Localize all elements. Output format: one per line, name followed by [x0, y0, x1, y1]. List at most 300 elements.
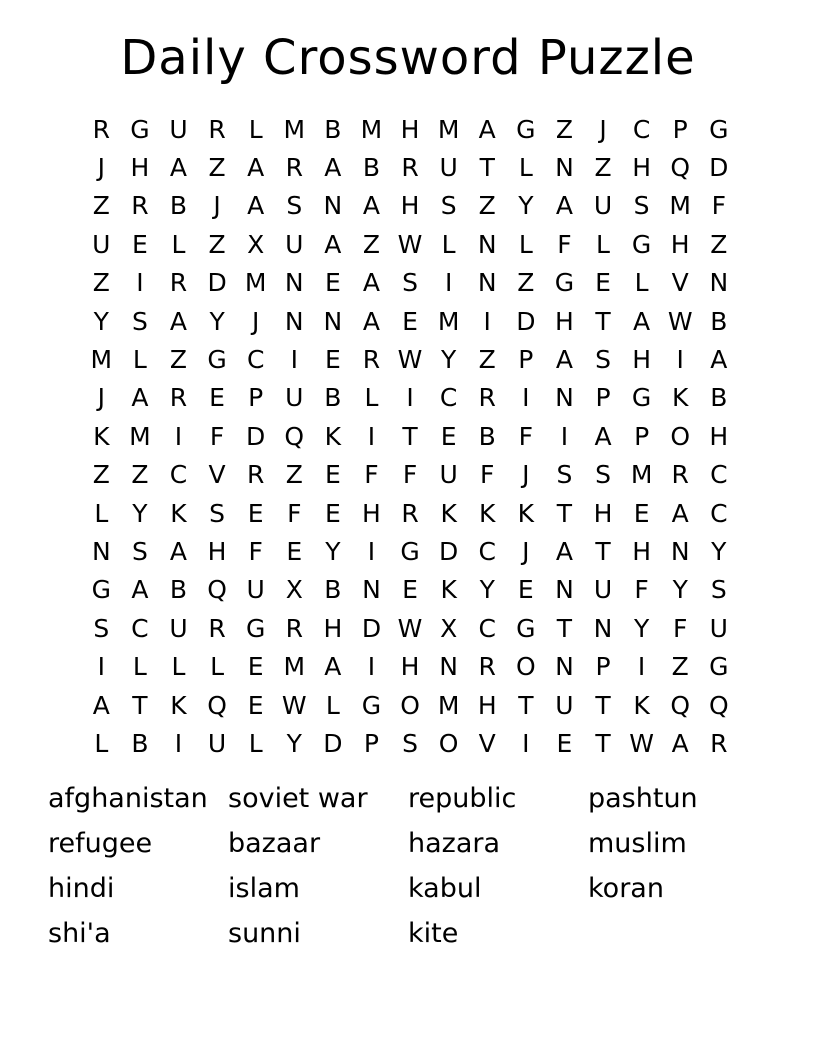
grid-letter: X — [247, 229, 265, 259]
grid-letter: A — [92, 690, 110, 720]
grid-letter: U — [555, 690, 574, 720]
grid-letter: S — [595, 460, 611, 490]
grid-letter: E — [324, 460, 341, 490]
grid-letter: J — [97, 383, 105, 413]
grid-letter: Z — [92, 268, 110, 298]
grid-letter: M — [360, 114, 383, 144]
grid-letter: R — [92, 114, 110, 144]
word-list — [48, 776, 768, 956]
grid-letter: N — [284, 268, 304, 298]
grid-letter: H — [400, 652, 420, 682]
grid-letter: L — [94, 498, 109, 528]
grid-letter: A — [710, 345, 728, 375]
grid-letter: P — [518, 345, 534, 375]
grid-letter: Z — [169, 345, 188, 375]
grid-letter: Z — [517, 268, 535, 298]
grid-letter: I — [676, 345, 684, 375]
grid-letter: F — [518, 421, 534, 451]
grid-letter: Y — [209, 306, 225, 336]
grid-letter: T — [595, 690, 611, 720]
grid-letter: S — [93, 613, 110, 643]
grid-letter: E — [247, 498, 264, 528]
grid-letter: W — [397, 345, 423, 375]
grid-letter: Z — [362, 229, 381, 259]
grid-letter: Q — [207, 575, 227, 605]
grid-letter: N — [555, 153, 574, 183]
grid-letter: F — [711, 191, 726, 221]
grid-letter: R — [401, 153, 419, 183]
grid-letter: F — [364, 460, 379, 490]
grid-letter: L — [634, 268, 649, 298]
grid-letter: H — [632, 153, 652, 183]
grid-letter: A — [671, 498, 689, 528]
grid-letter: Y — [633, 613, 650, 643]
grid-letter: L — [132, 652, 147, 682]
grid-letter: I — [367, 652, 376, 682]
grid-letter: R — [208, 613, 226, 643]
grid-letter: L — [325, 690, 340, 720]
grid-letter: B — [362, 153, 381, 183]
grid-letter: E — [324, 498, 341, 528]
grid-letter: G — [245, 613, 266, 643]
grid-letter: A — [633, 306, 651, 336]
grid-letter: I — [522, 728, 530, 758]
grid-letter: T — [402, 421, 418, 451]
grid-letter: L — [248, 728, 263, 758]
grid-letter: H — [207, 536, 227, 566]
grid-letter: P — [248, 383, 264, 413]
grid-letter: I — [136, 268, 144, 298]
grid-letter: M — [437, 690, 460, 720]
grid-letter: Z — [131, 460, 149, 490]
grid-letter: D — [207, 268, 227, 298]
grid-letter: K — [93, 421, 110, 451]
word-list-item: muslim — [588, 828, 687, 859]
grid-letter: V — [671, 268, 689, 298]
grid-letter: D — [439, 536, 459, 566]
grid-letter: A — [671, 728, 689, 758]
grid-letter: Y — [93, 306, 109, 336]
grid-letter: S — [131, 536, 148, 566]
grid-letter: U — [92, 229, 111, 259]
grid-letter: H — [670, 229, 690, 259]
grid-letter: Z — [208, 153, 226, 183]
grid-letter: N — [284, 306, 304, 336]
grid-letter: N — [555, 383, 574, 413]
grid-letter: D — [246, 421, 266, 451]
grid-letter: H — [130, 153, 150, 183]
grid-letter: I — [97, 652, 105, 682]
grid-letter: A — [324, 153, 342, 183]
grid-letter: F — [634, 575, 649, 605]
grid-letter: G — [516, 613, 536, 643]
grid-letter: Q — [284, 421, 305, 451]
grid-letter: A — [555, 191, 573, 221]
grid-letter: Q — [670, 690, 691, 720]
grid-letter: E — [633, 498, 650, 528]
grid-letter: A — [324, 229, 342, 259]
grid-letter: J — [97, 153, 105, 183]
grid-letter: G — [631, 229, 652, 259]
grid-letter: Y — [286, 728, 302, 758]
grid-letter: M — [437, 306, 460, 336]
grid-letter: R — [131, 191, 149, 221]
grid-letter: D — [516, 306, 536, 336]
grid-letter: N — [91, 536, 111, 566]
grid-letter: T — [479, 153, 495, 183]
grid-letter: A — [362, 268, 380, 298]
grid-letter: F — [480, 460, 495, 490]
grid-letter: S — [633, 191, 650, 221]
grid-letter: O — [670, 421, 691, 451]
grid-letter: D — [361, 613, 382, 643]
grid-letter: R — [169, 268, 188, 298]
grid-letter: C — [710, 498, 728, 528]
grid-letter: T — [595, 728, 611, 758]
grid-letter: K — [324, 421, 342, 451]
grid-letter: A — [362, 306, 380, 336]
grid-letter: B — [169, 191, 188, 221]
word-list-item: koran — [588, 873, 664, 904]
grid-letter: U — [246, 575, 265, 605]
grid-letter: S — [595, 345, 611, 375]
grid-letter: P — [595, 652, 611, 682]
grid-letter: P — [363, 728, 379, 758]
word-list-item: shi'a — [48, 918, 111, 949]
grid-letter: C — [478, 536, 496, 566]
word-list-item: kite — [408, 918, 459, 949]
word-list-item: republic — [408, 783, 517, 814]
grid-letter: Z — [478, 345, 496, 375]
grid-letter: E — [556, 728, 573, 758]
grid-letter: A — [362, 191, 380, 221]
letter-grid — [82, 110, 738, 763]
grid-letter: M — [129, 421, 151, 451]
grid-letter: E — [247, 652, 264, 682]
word-list-column — [588, 776, 768, 911]
grid-letter: G — [709, 114, 729, 144]
word-list-item: refugee — [48, 828, 153, 859]
grid-letter: K — [479, 498, 496, 528]
grid-letter: E — [402, 575, 418, 605]
grid-letter: N — [555, 575, 574, 605]
grid-letter: U — [169, 613, 188, 643]
grid-letter: I — [367, 421, 376, 451]
grid-letter: Y — [479, 575, 495, 605]
grid-letter: M — [244, 268, 267, 298]
grid-letter: A — [555, 345, 573, 375]
grid-letter: U — [709, 613, 728, 643]
grid-letter: H — [632, 345, 652, 375]
grid-letter: H — [400, 114, 420, 144]
grid-letter: K — [517, 498, 535, 528]
grid-letter: C — [439, 383, 458, 413]
grid-letter: R — [401, 498, 419, 528]
grid-letter: R — [285, 613, 303, 643]
grid-letter: S — [556, 460, 573, 490]
grid-letter: G — [709, 652, 729, 682]
grid-letter: R — [478, 652, 496, 682]
word-list-column — [408, 776, 588, 956]
grid-letter: A — [131, 383, 149, 413]
grid-letter: A — [247, 153, 265, 183]
grid-letter: H — [400, 191, 420, 221]
grid-letter: U — [593, 191, 613, 221]
grid-letter: R — [246, 460, 265, 490]
grid-letter: F — [402, 460, 418, 490]
grid-letter: C — [478, 613, 496, 643]
grid-letter: E — [595, 268, 611, 298]
grid-letter: Z — [594, 153, 612, 183]
grid-letter: A — [555, 536, 573, 566]
grid-letter: O — [438, 728, 459, 758]
grid-letter: L — [596, 229, 610, 259]
grid-letter: F — [248, 536, 263, 566]
grid-letter: J — [599, 114, 607, 144]
grid-letter: R — [362, 345, 381, 375]
grid-letter: N — [555, 652, 574, 682]
grid-letter: M — [283, 114, 306, 144]
grid-letter: B — [324, 383, 342, 413]
grid-letter: T — [595, 306, 611, 336]
grid-letter: I — [367, 536, 376, 566]
grid-letter: E — [209, 383, 225, 413]
grid-letter: H — [323, 613, 343, 643]
grid-letter: R — [671, 460, 689, 490]
grid-letter: U — [207, 728, 227, 758]
grid-letter: B — [478, 421, 496, 451]
grid-letter: R — [285, 153, 303, 183]
grid-letter: E — [402, 306, 418, 336]
grid-letter: W — [629, 728, 654, 758]
word-list-item: sunni — [228, 918, 301, 949]
grid-letter: R — [208, 114, 226, 144]
grid-letter: Z — [555, 114, 573, 144]
grid-letter: N — [593, 613, 613, 643]
grid-letter: N — [477, 229, 497, 259]
grid-letter: F — [209, 421, 225, 451]
grid-letter: Y — [132, 498, 148, 528]
grid-letter: A — [247, 191, 265, 221]
grid-letter: U — [285, 229, 304, 259]
grid-letter: S — [402, 728, 418, 758]
grid-letter: E — [324, 345, 341, 375]
grid-letter: K — [633, 690, 650, 720]
grid-letter: V — [208, 460, 226, 490]
word-list-item: hazara — [408, 828, 501, 859]
grid-letter: O — [515, 652, 536, 682]
grid-letter: E — [131, 229, 148, 259]
grid-letter: U — [593, 575, 613, 605]
grid-letter: T — [518, 690, 534, 720]
grid-letter: Y — [518, 191, 534, 221]
grid-letter: B — [710, 383, 728, 413]
grid-letter: L — [248, 114, 263, 144]
grid-letter: C — [246, 345, 265, 375]
grid-letter: D — [323, 728, 343, 758]
grid-letter: H — [632, 536, 652, 566]
grid-letter: L — [518, 153, 533, 183]
grid-letter: Z — [478, 191, 496, 221]
grid-letter: B — [131, 728, 149, 758]
grid-letter: W — [281, 690, 307, 720]
grid-letter: N — [323, 191, 343, 221]
grid-letter: A — [478, 114, 496, 144]
grid-letter: H — [555, 306, 574, 336]
grid-letter: M — [437, 114, 460, 144]
grid-letter: I — [637, 652, 646, 682]
grid-letter: G — [207, 345, 227, 375]
grid-letter: D — [709, 153, 729, 183]
word-list-item: pashtun — [588, 783, 698, 814]
grid-letter: Y — [441, 345, 457, 375]
grid-letter: M — [283, 652, 306, 682]
grid-letter: G — [130, 114, 150, 144]
grid-letter: B — [169, 575, 188, 605]
grid-letter: C — [710, 460, 728, 490]
grid-letter: U — [439, 153, 458, 183]
grid-letter: Y — [711, 536, 727, 566]
grid-letter: N — [477, 268, 497, 298]
grid-letter: E — [286, 536, 303, 566]
grid-letter: A — [169, 153, 188, 183]
grid-letter: W — [397, 613, 423, 643]
grid-letter: B — [324, 575, 342, 605]
grid-letter: L — [441, 229, 456, 259]
grid-letter: Q — [708, 690, 729, 720]
grid-letter: T — [595, 536, 611, 566]
grid-letter: M — [630, 460, 653, 490]
grid-letter: K — [440, 498, 457, 528]
grid-letter: G — [400, 536, 420, 566]
grid-letter: U — [285, 383, 304, 413]
word-list-item: soviet war — [228, 783, 368, 814]
grid-letter: A — [324, 652, 342, 682]
grid-letter: S — [710, 575, 727, 605]
grid-letter: O — [400, 690, 420, 720]
grid-letter: F — [673, 613, 688, 643]
grid-letter: Q — [207, 690, 227, 720]
grid-letter: C — [632, 114, 651, 144]
grid-letter: L — [364, 383, 379, 413]
grid-letter: T — [556, 613, 573, 643]
grid-letter: K — [170, 498, 187, 528]
grid-letter: S — [402, 268, 418, 298]
grid-letter: B — [324, 114, 342, 144]
grid-letter: G — [631, 383, 652, 413]
grid-letter: Z — [92, 460, 110, 490]
grid-letter: S — [440, 191, 457, 221]
grid-letter: Z — [285, 460, 303, 490]
grid-letter: E — [324, 268, 341, 298]
grid-letter: A — [131, 575, 149, 605]
grid-letter: T — [132, 690, 148, 720]
grid-letter: R — [169, 383, 188, 413]
grid-letter: Z — [710, 229, 728, 259]
grid-letter: G — [554, 268, 575, 298]
grid-letter: E — [440, 421, 457, 451]
grid-letter: L — [171, 229, 186, 259]
grid-letter: E — [247, 690, 264, 720]
word-list-item: islam — [228, 873, 300, 904]
word-list-item: kabul — [408, 873, 482, 904]
grid-letter: I — [174, 421, 183, 451]
grid-letter: N — [362, 575, 381, 605]
grid-letter: Y — [325, 536, 341, 566]
grid-letter: F — [557, 229, 572, 259]
grid-letter: J — [522, 536, 530, 566]
page-title: Daily Crossword Puzzle — [120, 30, 696, 86]
grid-letter: V — [478, 728, 496, 758]
grid-letter: B — [710, 306, 728, 336]
grid-letter: I — [406, 383, 414, 413]
grid-letter: E — [517, 575, 534, 605]
grid-letter: L — [210, 652, 225, 682]
grid-letter: W — [397, 229, 423, 259]
grid-letter: P — [634, 421, 650, 451]
grid-letter: M — [90, 345, 113, 375]
word-list-column — [48, 776, 228, 956]
grid-letter: F — [287, 498, 302, 528]
grid-letter: Z — [671, 652, 689, 682]
grid-letter: Z — [208, 229, 226, 259]
grid-letter: N — [670, 536, 690, 566]
grid-letter: U — [439, 460, 458, 490]
grid-letter: J — [522, 460, 530, 490]
grid-letter: I — [560, 421, 569, 451]
grid-letter: L — [132, 345, 147, 375]
grid-letter: W — [667, 306, 693, 336]
grid-letter: N — [323, 306, 343, 336]
grid-letter: S — [209, 498, 226, 528]
grid-letter: S — [286, 191, 303, 221]
grid-letter: H — [593, 498, 613, 528]
grid-letter: I — [522, 383, 530, 413]
grid-letter: J — [251, 306, 260, 336]
grid-letter: C — [169, 460, 188, 490]
grid-letter: I — [174, 728, 183, 758]
grid-letter: A — [594, 421, 612, 451]
grid-letter: K — [672, 383, 689, 413]
grid-letter: H — [709, 421, 729, 451]
grid-letter: X — [440, 613, 458, 643]
grid-letter: T — [556, 498, 573, 528]
grid-letter: L — [171, 652, 186, 682]
grid-letter: I — [483, 306, 491, 336]
grid-letter: K — [440, 575, 457, 605]
grid-letter: C — [131, 613, 149, 643]
word-list-item: hindi — [48, 873, 115, 904]
grid-letter: Z — [92, 191, 110, 221]
grid-letter: U — [169, 114, 188, 144]
grid-letter: S — [131, 306, 148, 336]
word-list-column — [228, 776, 408, 956]
grid-letter: R — [710, 728, 728, 758]
grid-letter: J — [213, 191, 221, 221]
grid-letter: K — [170, 690, 187, 720]
word-list-item: afghanistan — [48, 783, 208, 814]
grid-letter: N — [439, 652, 458, 682]
grid-letter: A — [169, 306, 188, 336]
grid-letter: M — [669, 191, 691, 221]
grid-letter: P — [672, 114, 688, 144]
grid-letter: P — [595, 383, 611, 413]
grid-letter: I — [290, 345, 298, 375]
grid-letter: N — [709, 268, 729, 298]
grid-letter: A — [169, 536, 188, 566]
grid-letter: G — [361, 690, 382, 720]
grid-letter: Q — [670, 153, 691, 183]
